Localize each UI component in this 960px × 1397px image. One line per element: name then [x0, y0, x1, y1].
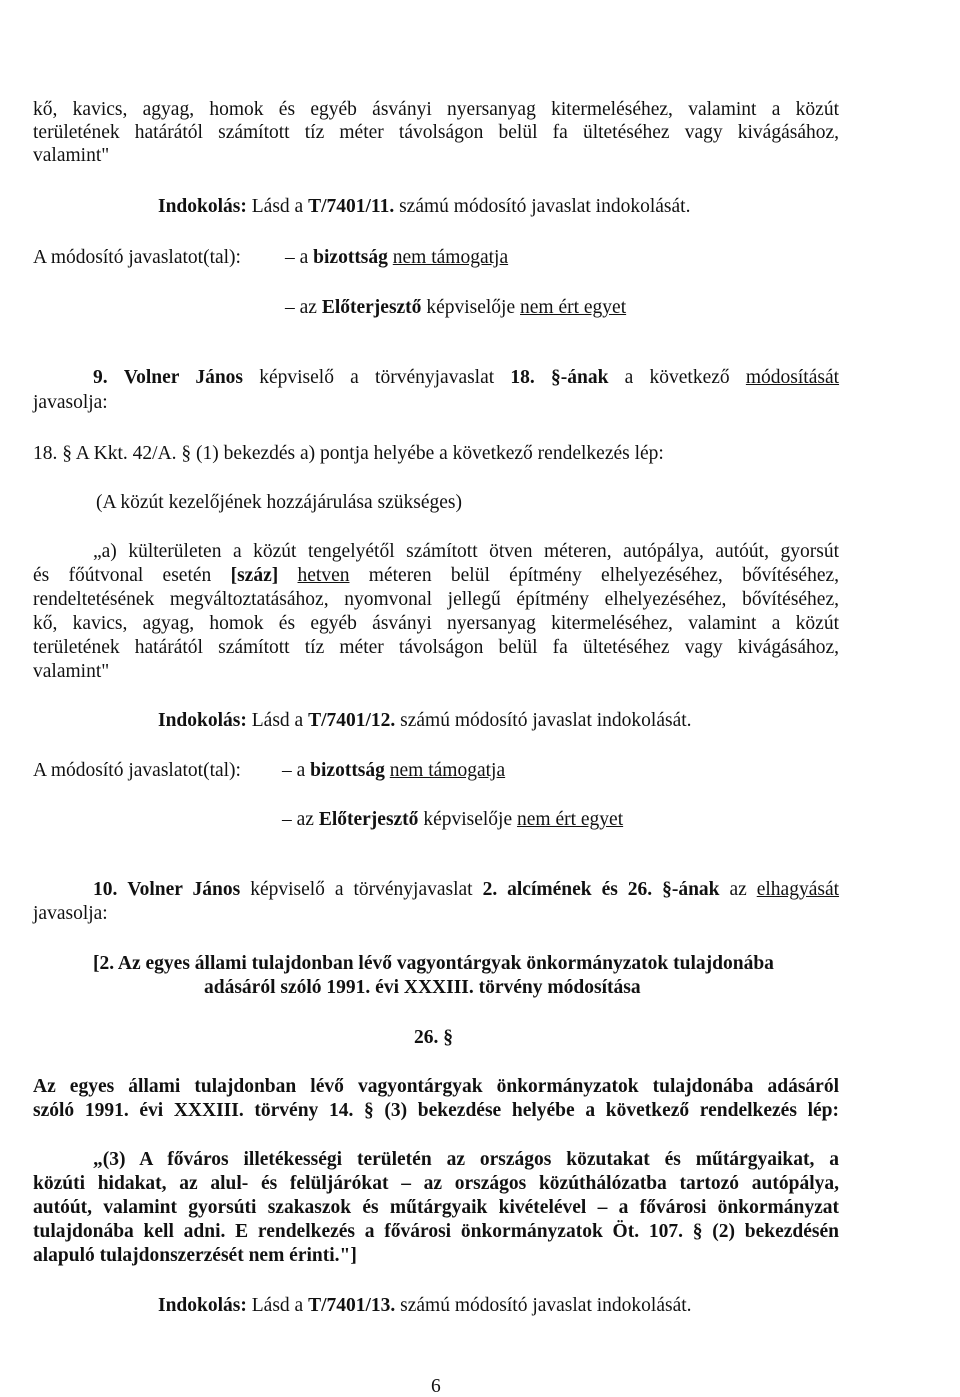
committee-vote: – a bizottság nem támogatja — [282, 760, 506, 781]
committee-status: nem támogatja — [392, 247, 509, 268]
quoted-line: autóút, valamint gyorsúti szakaszok és műtárgyaik kivételével – a fővárosi önkormányzat — [33, 1197, 839, 1218]
section-title: [2. Az egyes állami tulajdonban lévő vagyontárgyak önkormányzatok tulajdonába — [93, 953, 774, 974]
reference-line: 18. § A Kkt. 42/A. § (1) bekezdés a) pontja helyébe a következő rendelkezés lép: — [33, 443, 664, 464]
quoted-line: tulajdonába kell adni. E rendelkezés a fővárosi önkormányzatok Öt. 107. § (2) bekezdésén — [33, 1221, 839, 1242]
amendment-action: elhagyását — [756, 879, 840, 900]
proposer-status: nem ért egyet — [520, 297, 627, 318]
page-number: 6 — [431, 1376, 441, 1397]
quoted-line: „(3) A főváros illetékességi területén az országos közutakat és műtárgyaikat, a — [93, 1149, 839, 1170]
quoted-line: rendeltetésének megváltoztatásához, nyomvonal jellegű építmény elhelyezéséhez, bővítéséhez, — [33, 589, 839, 610]
amendment-heading: 10. Volner János képviselő a törvényjavaslat 2. alcímének és 26. §-ának az elhagyását — [93, 879, 840, 900]
proposal-reference: T/7401/13. — [308, 1295, 396, 1316]
amendment-heading: 9. Volner János képviselő a törvényjavaslat 18. §-ának a következő módosítását — [93, 367, 840, 388]
proposer-status: nem ért egyet — [517, 809, 624, 830]
vote-label: A módosító javaslatot(tal): — [33, 760, 241, 781]
committee-vote: – a bizottság nem támogatja — [285, 247, 509, 268]
justification-line: Indokolás: Lásd a T/7401/13. számú módosító javaslat indokolását. — [158, 1295, 692, 1316]
proposer-vote: – az Előterjesztő képviselője nem ért egyet — [285, 297, 627, 318]
quoted-line: közúti hidakat, az alul- és felüljárókat – az országos közúthálózatba tartozó autópálya, — [33, 1173, 839, 1194]
quoted-line: kő, kavics, agyag, homok és egyéb ásványi nyersanyag kitermeléséhez, valamint a közút — [33, 613, 839, 634]
section-title: adásáról szóló 1991. évi XXXIII. törvény módosítása — [204, 977, 641, 998]
justification-label: Indokolás: — [158, 710, 247, 731]
quoted-line: területének határától számított tíz méter távolságon belül fa ültetéséhez vagy kivágásához, — [33, 637, 839, 658]
quoted-line: „a) külterületen a közút tengelyétől számított ötven méteren, autópálya, autóút, gyorsút — [93, 541, 839, 562]
quoted-line: és főútvonal esetén [száz] hetven méteren belül építmény elhelyezéséhez, bővítéséhez, — [33, 565, 840, 586]
quoted-line: alapuló tulajdonszerzését nem érinti."] — [33, 1245, 357, 1266]
amendment-action: módosítását — [745, 367, 840, 388]
quoted-line: valamint" — [33, 661, 110, 682]
committee-status: nem támogatja — [389, 760, 506, 781]
justification-label: Indokolás: — [158, 1295, 247, 1316]
intro-line: Az egyes állami tulajdonban lévő vagyontárgyak önkormányzatok tulajdonába adásáról — [33, 1076, 839, 1097]
proposal-reference: T/7401/12. — [308, 710, 396, 731]
inserted-text: hetven — [297, 565, 350, 586]
proposal-reference: T/7401/11. — [308, 196, 395, 217]
amendment-heading-cont: javasolja: — [33, 903, 108, 924]
amendment-heading-cont: javasolja: — [33, 392, 108, 413]
parenthetical-line: (A közút kezelőjének hozzájárulása szükséges) — [96, 492, 463, 513]
paragraph-line: kő, kavics, agyag, homok és egyéb ásványi nyersanyag kitermeléséhez, valamint a közút — [33, 99, 839, 120]
justification-label: Indokolás: — [158, 196, 247, 217]
paragraph-line: valamint" — [33, 145, 110, 166]
deleted-text: [száz] — [230, 565, 279, 586]
vote-label: A módosító javaslatot(tal): — [33, 247, 241, 268]
paragraph-line: területének határától számított tíz méter távolságon belül fa ültetéséhez vagy kivágásához, — [33, 122, 839, 143]
proposer-vote: – az Előterjesztő képviselője nem ért egyet — [282, 809, 624, 830]
section-number: 26. § — [414, 1027, 453, 1048]
justification-line: Indokolás: Lásd a T/7401/11. számú módosító javaslat indokolását. — [158, 196, 691, 217]
intro-line: szóló 1991. évi XXXIII. törvény 14. § (3) bekezdése helyébe a következő rendelkezés lép: — [33, 1100, 839, 1121]
justification-line: Indokolás: Lásd a T/7401/12. számú módosító javaslat indokolását. — [158, 710, 692, 731]
